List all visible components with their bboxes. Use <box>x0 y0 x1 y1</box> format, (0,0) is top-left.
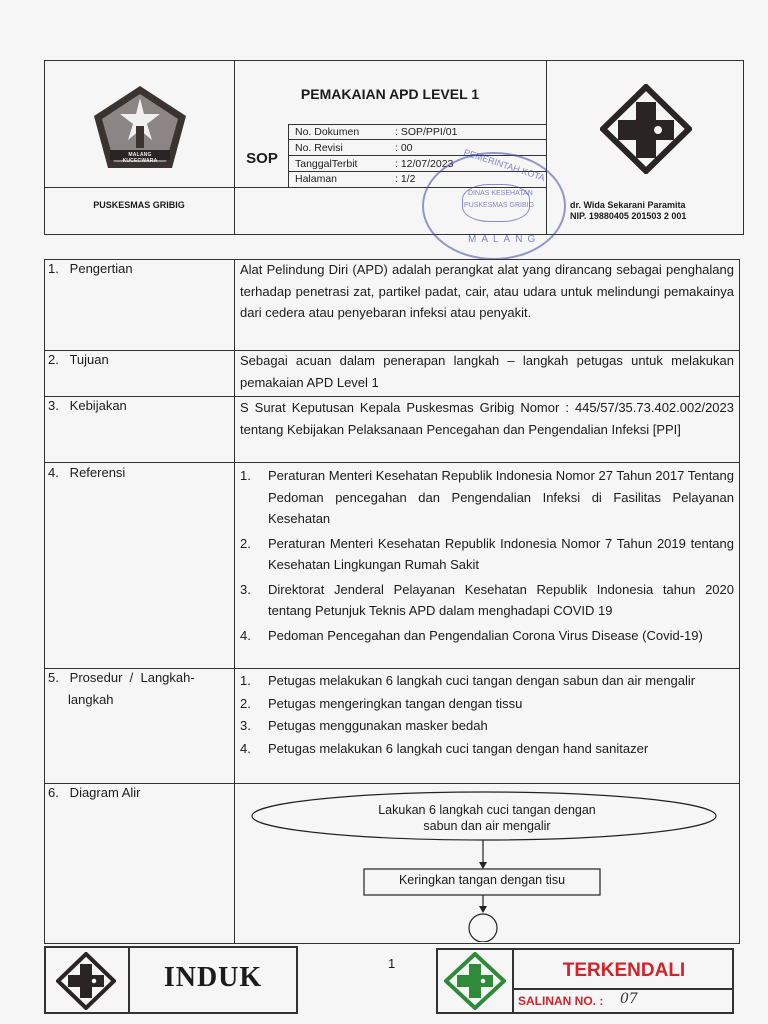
page-number: 1 <box>388 956 396 971</box>
text-pengertian: Alat Pelindung Diri (APD) adalah perangkat alat yang dirancang sebagai penghalang terhadap penetrasi zat, partikel padat, cair, atau udara untuk melindungi pemakainya dari cedera atau penyebaran infeksi atau penyakit. <box>240 262 734 320</box>
meta-value-halaman: : 1/2 <box>395 173 416 185</box>
text-tujuan: Sebagai acuan dalam penerapan langkah – langkah petugas untuk melakukan pemakaian APD Level 1 <box>240 353 734 390</box>
stamp-bottom-text: MALANG <box>468 234 541 245</box>
flow-step-2: Keringkan tangan dengan tisu <box>398 873 566 887</box>
label-referensi: 4. Referensi <box>48 465 126 480</box>
meta-value-dokumen: : SOP/PPI/01 <box>395 126 458 138</box>
signer-name: dr. Wida Sekarani Paramita <box>570 200 686 210</box>
stamp-top-text: PEMERINTAH KOTA <box>462 147 547 183</box>
label-pengertian: 1. Pengertian <box>48 261 133 276</box>
terkendali-label: TERKENDALI <box>562 960 686 981</box>
org-name: PUSKESMAS GRIBIG <box>93 200 185 210</box>
label-diagram: 6. Diagram Alir <box>48 785 141 800</box>
list-item: 4. Pedoman Pencegahan dan Pengendalian Corona Virus Disease (Covid-19) <box>240 627 703 643</box>
text-kebijakan: S Surat Keputusan Kepala Puskesmas Gribig Nomor : 445/57/35.73.402.002/2023 tentang Kebijakan Pelaksanaan Pencegahan dan Pengendalian Infeksi [PPI] <box>240 400 734 437</box>
label-prosedur-2: langkah <box>68 692 114 707</box>
puskesmas-logo-small <box>56 952 116 1015</box>
green-cross-logo <box>444 952 506 1015</box>
stamp-inner-text-1: DINAS KESEHATAN <box>468 190 533 197</box>
referensi-list <box>240 465 734 646</box>
meta-label-dokumen: No. Dokumen <box>295 126 360 138</box>
flow-arrowhead <box>479 906 487 913</box>
puskesmas-logo <box>600 84 692 174</box>
document-title: PEMAKAIAN APD LEVEL 1 <box>300 86 480 102</box>
malang-city-logo <box>92 84 188 170</box>
signer-nip: NIP. 19880405 201503 2 001 <box>570 211 687 221</box>
list-item: 3. Direktorat Jenderal Pelayanan Kesehatan Republik Indonesia tahun 2020 tentang Petunjuk Teknis APD dalam menghadapi COVID 19 <box>240 581 734 618</box>
meta-label-revisi: No. Revisi <box>295 142 343 154</box>
induk-label: INDUK <box>163 962 263 993</box>
meta-value-tanggal: : 12/07/2023 <box>395 158 454 170</box>
list-item: 1. Peraturan Menteri Kesehatan Republik Indonesia Nomor 27 Tahun 2017 Tentang Pedoman pencegahan dan Pengendalian Infeksi di Fasilitas Pelayanan Kesehatan <box>240 468 734 526</box>
prosedur-list <box>240 670 734 759</box>
meta-value-revisi: : 00 <box>395 142 413 154</box>
flow-step-1-line2: sabun dan air mengalir <box>423 819 551 833</box>
label-kebijakan: 3. Kebijakan <box>48 398 127 413</box>
official-stamp <box>422 147 566 260</box>
logo-caption: MALANG KUCECWARA <box>122 152 158 164</box>
list-item: 2. Petugas mengeringkan tangan dengan tissu <box>240 695 523 711</box>
label-prosedur: 5. Prosedur / Langkah- <box>48 670 195 685</box>
list-item: 4. Petugas melakukan 6 langkah cuci tangan dengan hand sanitazer <box>240 740 649 756</box>
sop-label: SOP <box>246 150 278 167</box>
flow-connector <box>469 914 497 942</box>
meta-label-tanggal: TanggalTerbit <box>295 158 358 170</box>
salinan-label: SALINAN NO. : <box>518 994 604 1008</box>
list-item: 1. Petugas melakukan 6 langkah cuci tangan dengan sabun dan air mengalir <box>240 673 696 688</box>
label-tujuan: 2. Tujuan <box>48 352 109 367</box>
list-item: 2. Peraturan Menteri Kesehatan Republik Indonesia Nomor 7 Tahun 2019 tentang Kesehatan Lingkungan Rumah Sakit <box>240 535 734 572</box>
list-item: 3. Petugas menggunakan masker bedah <box>240 718 488 733</box>
flow-step-1-line1: Lakukan 6 langkah cuci tangan dengan <box>378 803 596 817</box>
stamp-inner-text-2: PUSKESMAS GRIBIG <box>464 202 535 209</box>
salinan-value: 07 <box>620 991 638 1007</box>
flow-arrowhead <box>479 862 487 869</box>
meta-label-halaman: Halaman <box>295 173 338 185</box>
